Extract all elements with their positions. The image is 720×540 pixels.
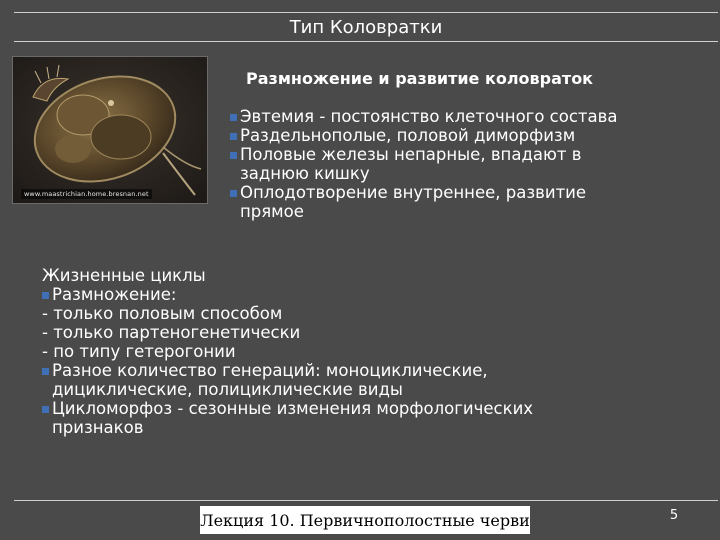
list-item: Цикломорфоз - сезонные изменения морфологических <box>42 399 712 418</box>
square-bullet-icon <box>42 292 49 299</box>
key-facts-list <box>230 107 710 221</box>
rotifer-illustration <box>13 57 207 203</box>
list-item-continuation: дициклические, полициклические виды <box>52 380 403 399</box>
dash-item: - только половым способом <box>42 304 283 323</box>
square-bullet-icon <box>42 368 49 375</box>
list-item: Оплодотворение внутреннее, развитие <box>230 183 710 202</box>
page-number: 5 <box>669 508 679 523</box>
list-item: Половые железы непарные, впадают в <box>230 145 710 164</box>
section-title: Размножение и развитие коловраток <box>246 69 594 88</box>
life-cycles-heading: Жизненные циклы <box>42 266 206 285</box>
square-bullet-icon <box>230 133 237 140</box>
list-item-continuation: заднюю кишку <box>240 164 370 183</box>
list-item: Раздельнополые, половой диморфизм <box>230 126 710 145</box>
list-item: Разное количество генераций: моноциклические, <box>42 361 712 380</box>
square-bullet-icon <box>230 114 237 121</box>
dash-item: - только партеногенетически <box>42 323 301 342</box>
list-item: Эвтемия - постоянство клеточного состава <box>230 107 710 126</box>
slide-title: Тип Коловратки <box>289 16 443 38</box>
list-item-continuation: прямое <box>240 202 304 221</box>
rotifer-photo <box>12 56 208 204</box>
slide-title-bar <box>14 12 718 42</box>
life-cycles-block <box>42 266 712 437</box>
list-item-continuation: признаков <box>52 418 144 437</box>
dash-item: - по типу гетерогонии <box>42 342 236 361</box>
image-watermark: www.maastrichian.home.bresnan.net <box>21 189 152 199</box>
square-bullet-icon <box>42 406 49 413</box>
square-bullet-icon <box>230 152 237 159</box>
square-bullet-icon <box>230 190 237 197</box>
footer-divider <box>14 500 718 501</box>
list-item: Размножение: <box>42 285 712 304</box>
footer-lecture-title: Лекция 10. Первичнополостные черви <box>200 506 530 534</box>
